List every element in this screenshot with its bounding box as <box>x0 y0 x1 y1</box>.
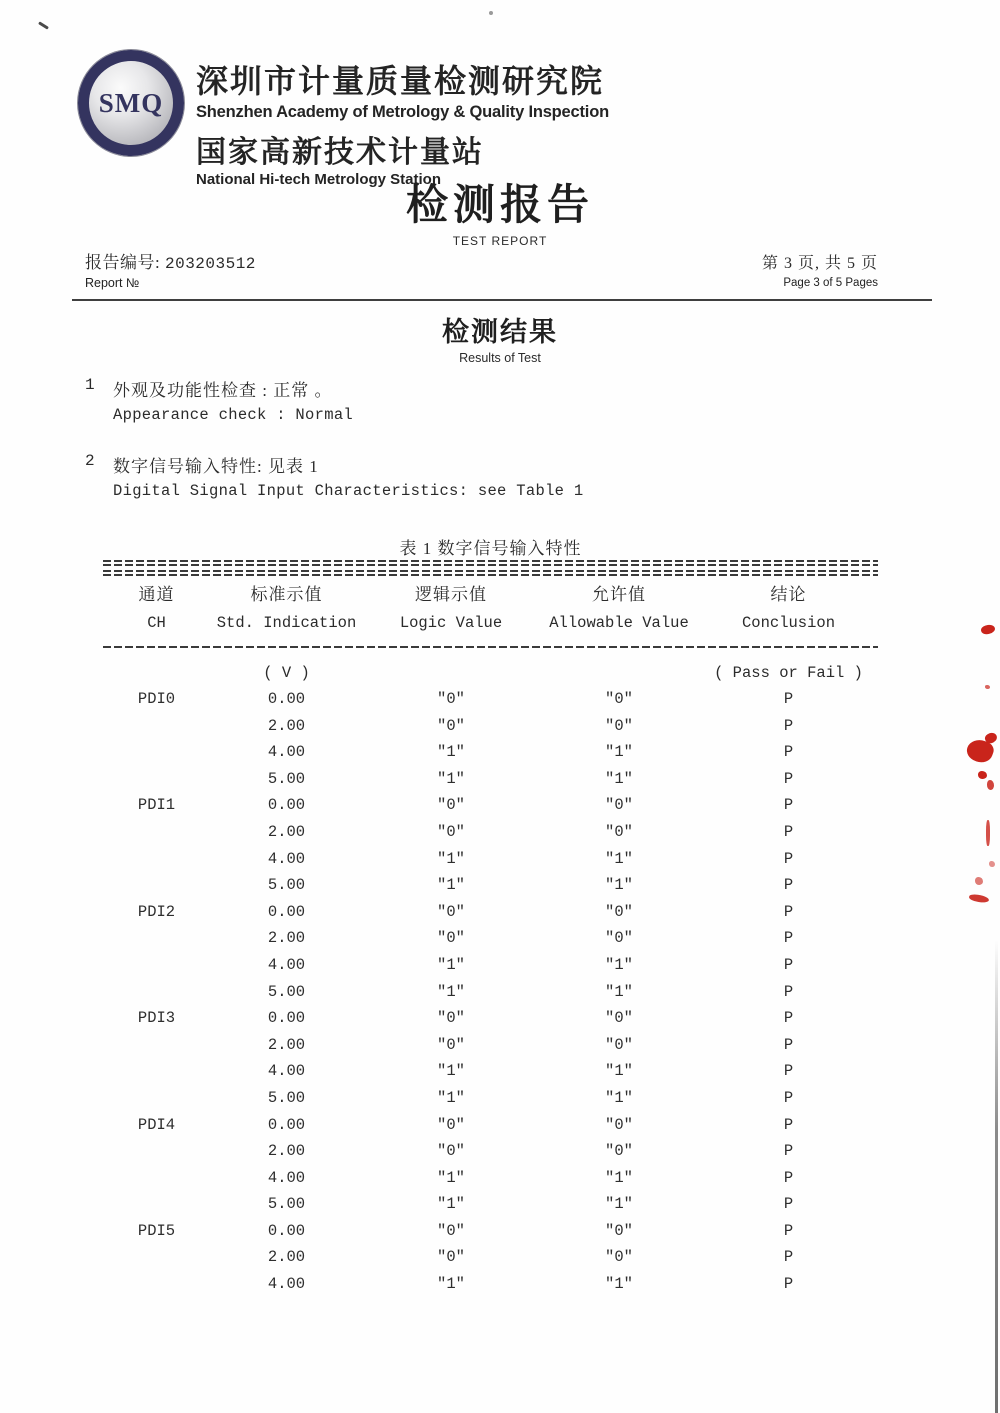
cell-std-indication: 4.00 <box>267 955 306 974</box>
cell-allowable-value: ″0″ <box>605 796 633 815</box>
table-row <box>103 903 878 930</box>
table-row <box>103 1116 878 1143</box>
page-indicator-cn: 第 3 页, 共 5 页 <box>761 255 878 272</box>
org-name-en: Shenzhen Academy of Metrology & Quality Inspection <box>196 103 609 121</box>
cell-conclusion: P <box>783 1009 794 1028</box>
cell-conclusion: P <box>783 1088 794 1107</box>
cell-logic-value: ″0″ <box>437 1248 465 1267</box>
cell-std-indication: 4.00 <box>267 743 306 762</box>
cell-std-indication: 4.00 <box>267 1062 306 1081</box>
cell-logic-value: ″0″ <box>437 822 465 841</box>
item-text-cn: 外观及功能性检查 : 正常 。 <box>113 381 333 400</box>
cell-logic-value: ″1″ <box>437 849 465 868</box>
cell-logic-value: ″0″ <box>437 929 465 948</box>
cell-std-indication: 0.00 <box>267 1221 306 1240</box>
table-row <box>103 876 878 903</box>
col-ch-en: CH <box>147 614 166 632</box>
col-ch-cn: 通道 <box>138 585 175 604</box>
cell-logic-value: ″0″ <box>437 716 465 735</box>
page-indicator-block <box>762 250 878 289</box>
cell-channel: PDI1 <box>137 796 176 815</box>
table-unit-row <box>103 664 878 682</box>
table-row <box>103 717 878 744</box>
table-row <box>103 1089 878 1116</box>
cell-std-indication: 0.00 <box>267 902 306 921</box>
cell-channel: PDI2 <box>137 902 176 921</box>
result-item-2 <box>85 452 583 500</box>
cell-channel <box>103 1248 210 1275</box>
table-row <box>103 1169 878 1196</box>
cell-conclusion: P <box>783 982 794 1001</box>
cell-channel: PDI3 <box>137 1009 176 1028</box>
cell-std-indication: 2.00 <box>267 1248 306 1267</box>
table-header-rule <box>103 646 878 648</box>
cell-std-indication: 0.00 <box>267 1009 306 1028</box>
cell-allowable-value: ″0″ <box>605 1115 633 1134</box>
cell-channel <box>103 983 210 1010</box>
table-row <box>103 850 878 877</box>
cell-allowable-value: ″0″ <box>605 690 633 708</box>
report-number <box>85 248 256 273</box>
item-number: 1 <box>85 376 95 394</box>
cell-logic-value: ″0″ <box>437 1009 465 1028</box>
cell-channel <box>103 1275 210 1302</box>
cell-channel: PDI0 <box>137 690 176 708</box>
table-caption: 表 1 数字信号输入特性 <box>399 539 582 558</box>
header-divider <box>72 299 932 301</box>
cell-conclusion: P <box>783 929 794 948</box>
cell-std-indication: 2.00 <box>267 929 306 948</box>
cell-std-indication: 0.00 <box>267 796 306 815</box>
cell-conclusion: P <box>783 849 794 868</box>
cell-channel <box>103 770 210 797</box>
cell-allowable-value: ″1″ <box>605 1195 633 1214</box>
report-number-label: 报告编号: <box>85 253 161 272</box>
cell-std-indication: 0.00 <box>267 1115 306 1134</box>
col-header-ch <box>103 580 210 632</box>
cell-channel: PDI5 <box>137 1221 176 1240</box>
col-header-conclusion <box>699 580 878 632</box>
cell-conclusion: P <box>783 769 794 788</box>
cell-std-indication: 2.00 <box>267 822 306 841</box>
cell-channel <box>103 717 210 744</box>
cell-std-indication: 5.00 <box>267 1088 306 1107</box>
cell-allowable-value: ″1″ <box>605 876 633 895</box>
cell-logic-value: ″1″ <box>437 769 465 788</box>
cell-std-indication: 5.00 <box>267 876 306 895</box>
col-allow-en: Allowable Value <box>549 614 689 632</box>
table-row <box>103 743 878 770</box>
cell-logic-value: ″1″ <box>437 876 465 895</box>
cell-logic-value: ″0″ <box>437 1035 465 1054</box>
cell-logic-value: ″1″ <box>437 743 465 762</box>
cell-std-indication: 2.00 <box>267 1035 306 1054</box>
table-row <box>103 956 878 983</box>
item-number: 2 <box>85 452 95 470</box>
section-title-cn: 检测结果 <box>442 317 558 347</box>
cell-allowable-value: ″1″ <box>605 982 633 1001</box>
table-row <box>103 1036 878 1063</box>
cell-conclusion: P <box>783 822 794 841</box>
table-row <box>103 770 878 797</box>
cell-allowable-value: ″1″ <box>605 769 633 788</box>
cell-channel <box>103 823 210 850</box>
cell-channel <box>103 876 210 903</box>
section-title <box>0 310 1000 365</box>
cell-conclusion: P <box>783 1115 794 1134</box>
org-header <box>196 56 609 188</box>
red-seal-fragment <box>945 615 1000 915</box>
item-text-en: Digital Signal Input Characteristics: see Table 1 <box>113 482 584 500</box>
table-row <box>103 796 878 823</box>
cell-conclusion: P <box>783 1221 794 1240</box>
cell-logic-value: ″1″ <box>437 1088 465 1107</box>
cell-logic-value: ″1″ <box>437 982 465 1001</box>
scan-edge-shadow <box>995 940 998 1413</box>
cell-allowable-value: ″0″ <box>605 716 633 735</box>
cell-conclusion: P <box>783 902 794 921</box>
col-concl-en: Conclusion <box>741 614 835 632</box>
cell-allowable-value: ″0″ <box>605 1035 633 1054</box>
cell-logic-value: ″0″ <box>437 1115 465 1134</box>
cell-std-indication: 4.00 <box>267 1168 306 1187</box>
table-row <box>103 1195 878 1222</box>
cell-allowable-value: ″0″ <box>605 902 633 921</box>
col-std-en: Std. Indication <box>216 614 357 632</box>
cell-allowable-value: ″1″ <box>605 1168 633 1187</box>
cell-logic-value: ″0″ <box>437 690 465 708</box>
cell-conclusion: P <box>783 1062 794 1081</box>
table-row <box>103 1062 878 1089</box>
table-row <box>103 1222 878 1249</box>
cell-logic-value: ″1″ <box>437 955 465 974</box>
cell-conclusion: P <box>783 1142 794 1161</box>
cell-logic-value: ″1″ <box>437 1062 465 1081</box>
table-row <box>103 1009 878 1036</box>
table-row <box>103 1248 878 1275</box>
cell-logic-value: ″0″ <box>437 796 465 815</box>
col-concl-cn: 结论 <box>770 585 807 604</box>
table-row <box>103 929 878 956</box>
cell-conclusion: P <box>783 690 794 708</box>
cell-allowable-value: ″1″ <box>605 955 633 974</box>
report-title-cn: 检测报告 <box>405 181 594 228</box>
section-title-en: Results of Test <box>459 351 541 365</box>
scan-mark <box>38 21 49 29</box>
station-name-cn: 国家高新技术计量站 <box>196 136 484 169</box>
cell-allowable-value: ″1″ <box>605 1062 633 1081</box>
report-title <box>0 172 1000 248</box>
report-title-en: TEST REPORT <box>452 234 548 248</box>
cell-conclusion: P <box>783 955 794 974</box>
smq-logo <box>78 50 184 156</box>
cell-conclusion: P <box>783 796 794 815</box>
cell-channel: PDI4 <box>137 1115 176 1134</box>
result-item-1 <box>85 376 353 424</box>
table-row <box>103 690 878 717</box>
cell-logic-value: ″1″ <box>437 1195 465 1214</box>
page-indicator-en: Page 3 of 5 Pages <box>783 277 878 289</box>
cell-allowable-value: ″1″ <box>605 849 633 868</box>
cell-logic-value: ″0″ <box>437 1142 465 1161</box>
table-row <box>103 1142 878 1169</box>
col-allow-cn: 允许值 <box>592 585 646 604</box>
table-row <box>103 983 878 1010</box>
cell-std-indication: 4.00 <box>267 1275 306 1294</box>
col-header-std-indication <box>210 580 363 632</box>
item-text-cn: 数字信号输入特性: 见表 1 <box>113 457 319 476</box>
cell-std-indication: 2.00 <box>267 716 306 735</box>
cell-channel <box>103 1142 210 1169</box>
cell-channel <box>103 929 210 956</box>
cell-conclusion: P <box>783 743 794 762</box>
cell-logic-value: ″0″ <box>437 902 465 921</box>
cell-channel <box>103 956 210 983</box>
cell-conclusion: P <box>783 1168 794 1187</box>
cell-allowable-value: ″0″ <box>605 1009 633 1028</box>
cell-allowable-value: ″1″ <box>605 1275 633 1294</box>
cell-channel <box>103 743 210 770</box>
cell-allowable-value: ″1″ <box>605 743 633 762</box>
table-row <box>103 1275 878 1302</box>
cell-conclusion: P <box>783 876 794 895</box>
scan-dot <box>489 11 493 15</box>
cell-conclusion: P <box>783 716 794 735</box>
table-header <box>103 580 878 632</box>
cell-allowable-value: ″0″ <box>605 1248 633 1267</box>
cell-std-indication: 5.00 <box>267 769 306 788</box>
cell-allowable-value: ″0″ <box>605 1142 633 1161</box>
cell-std-indication: 2.00 <box>267 1142 306 1161</box>
cell-conclusion: P <box>783 1035 794 1054</box>
cell-conclusion: P <box>783 1248 794 1267</box>
unit-pass-fail: ( Pass or Fail ) <box>714 664 863 682</box>
cell-allowable-value: ″0″ <box>605 929 633 948</box>
cell-allowable-value: ″1″ <box>605 1088 633 1107</box>
station-name-en: National Hi-tech Metrology Station <box>196 171 442 188</box>
report-number-block <box>85 248 256 290</box>
cell-logic-value: ″0″ <box>437 1221 465 1240</box>
cell-channel <box>103 1195 210 1222</box>
cell-channel <box>103 850 210 877</box>
item-text-en: Appearance check : Normal <box>113 406 354 424</box>
cell-conclusion: P <box>783 1275 794 1294</box>
cell-conclusion: P <box>783 1195 794 1214</box>
cell-std-indication: 0.00 <box>267 690 306 708</box>
table-top-rule <box>103 560 878 578</box>
report-number-value: 203203512 <box>164 255 256 273</box>
cell-logic-value: ″1″ <box>437 1275 465 1294</box>
cell-channel <box>103 1089 210 1116</box>
table-body <box>103 690 878 1302</box>
org-name-cn: 深圳市计量质量检测研究院 <box>196 63 605 99</box>
smq-logo-text: SMQ <box>98 87 164 118</box>
cell-allowable-value: ″0″ <box>605 1221 633 1240</box>
col-logic-en: Logic Value <box>399 614 503 632</box>
cell-logic-value: ″1″ <box>437 1168 465 1187</box>
cell-channel <box>103 1062 210 1089</box>
col-logic-cn: 逻辑示值 <box>415 585 487 604</box>
cell-allowable-value: ″0″ <box>605 822 633 841</box>
cell-std-indication: 5.00 <box>267 1195 306 1214</box>
report-number-label-en: Report № <box>85 276 140 290</box>
col-header-allowable-value <box>539 580 699 632</box>
col-std-cn: 标准示值 <box>250 585 323 604</box>
table-row <box>103 823 878 850</box>
cell-std-indication: 4.00 <box>267 849 306 868</box>
cell-channel <box>103 1169 210 1196</box>
cell-channel <box>103 1036 210 1063</box>
unit-volts: ( V ) <box>263 664 310 682</box>
cell-std-indication: 5.00 <box>267 982 306 1001</box>
col-header-logic-value <box>363 580 539 632</box>
